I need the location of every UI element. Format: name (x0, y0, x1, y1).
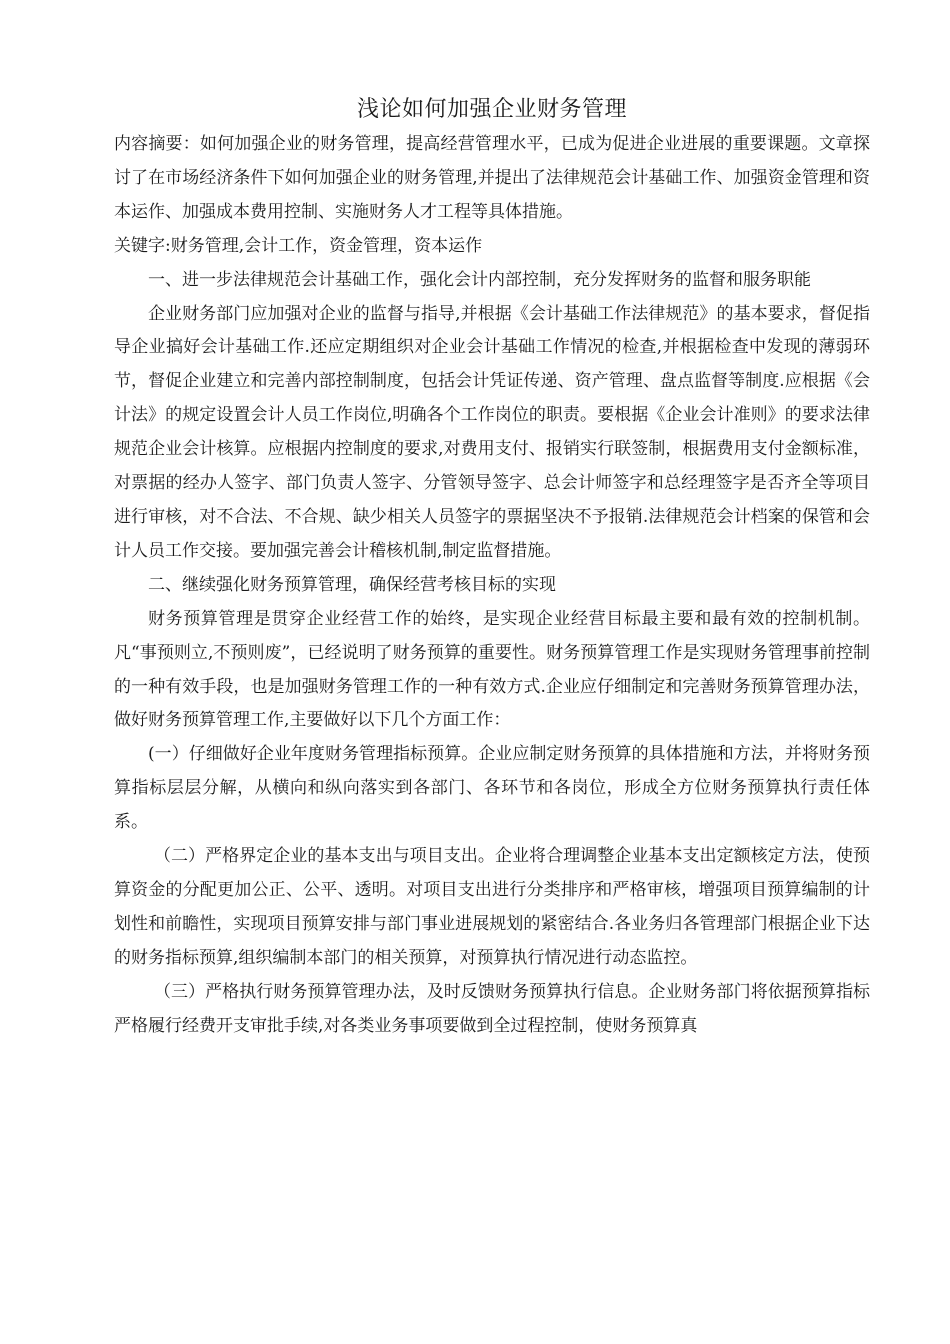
section-1-heading: 一、进一步法律规范会计基础工作，强化会计内部控制，充分发挥财务的监督和服务职能 (148, 269, 811, 290)
keywords-line: 关键字:财务管理,会计工作，资金管理，资本运作 (114, 235, 483, 256)
section-1-paragraph: 企业财务部门应加强对企业的监督与指导,并根据《会计基础工作法律规范》的基本要求，督促指导企业搞好会计基础工作.还应定期组织对企业会计基础工作情况的检查,并根据检查中发现的薄弱环节，督促企业建立和完善内部控制制度，包括会计凭证传递、资产管理、盘点监督等制度.应根据《会计法》的规定设置会计人员工作岗位,明确各个工作岗位的职责。要根据《企业会计准则》的要求法律规范企业会计核算。应根据内控制度的要求,对费用支付、报销实行联签制，根据费用支付金额标准，对票据的经办人签字、部门负责人签字、分管领导签字、总会计师签字和总经理签字是否齐全等项目进行审核，对不合法、不合规、缺少相关人员签字的票据坚决不予报销.法律规范会计档案的保管和会计人员工作交接。要加强完善会计稽核机制,制定监督措施。 (114, 303, 870, 561)
item-2-paragraph: （二）严格界定企业的基本支出与项目支出。企业将合理调整企业基本支出定额核定方法，使预算资金的分配更加公正、公平、透明。对项目支出进行分类排序和严格审核，增强项目预算编制的计划性和前瞻性，实现项目预算安排与部门事业进展规划的紧密结合.各业务归各管理部门根据企业下达的财务指标预算,组织编制本部门的相关预算，对预算执行情况进行动态监控。 (114, 846, 870, 968)
document-page (114, 92, 870, 1043)
document-title: 浅论如何加强企业财务管理 (356, 97, 627, 122)
item-1-paragraph: (一）仔细做好企业年度财务管理指标预算。企业应制定财务预算的具体措施和方法，并将财务预算指标层层分解，从横向和纵向落实到各部门、各环节和各岗位，形成全方位财务预算执行责任体系。 (114, 744, 870, 833)
section-2-paragraph: 财务预算管理是贯穿企业经营工作的始终，是实现企业经营目标最主要和最有效的控制机制。凡“事预则立,不预则废”，已经说明了财务预算的重要性。财务预算管理工作是实现财务管理事前控制的一种有效手段，也是加强财务管理工作的一种有效方式.企业应仔细制定和完善财务预算管理办法，做好财务预算管理工作,主要做好以下几个方面工作： (114, 608, 870, 731)
item-3-paragraph: （三）严格执行财务预算管理办法，及时反馈财务预算执行信息。企业财务部门将依据预算指标严格履行经费开支审批手续,对各类业务事项要做到全过程控制，使财务预算真 (114, 981, 870, 1036)
abstract-paragraph: 内容摘要：如何加强企业的财务管理，提高经营管理水平，已成为促进企业进展的重要课题。文章探讨了在市场经济条件下如何加强企业的财务管理,并提出了法律规范会计基础工作、加强资金管理和资本运作、加强成本费用控制、实施财务人才工程等具体措施。 (114, 134, 870, 222)
section-2-heading: 二、继续强化财务预算管理，确保经营考核目标的实现 (148, 574, 556, 595)
